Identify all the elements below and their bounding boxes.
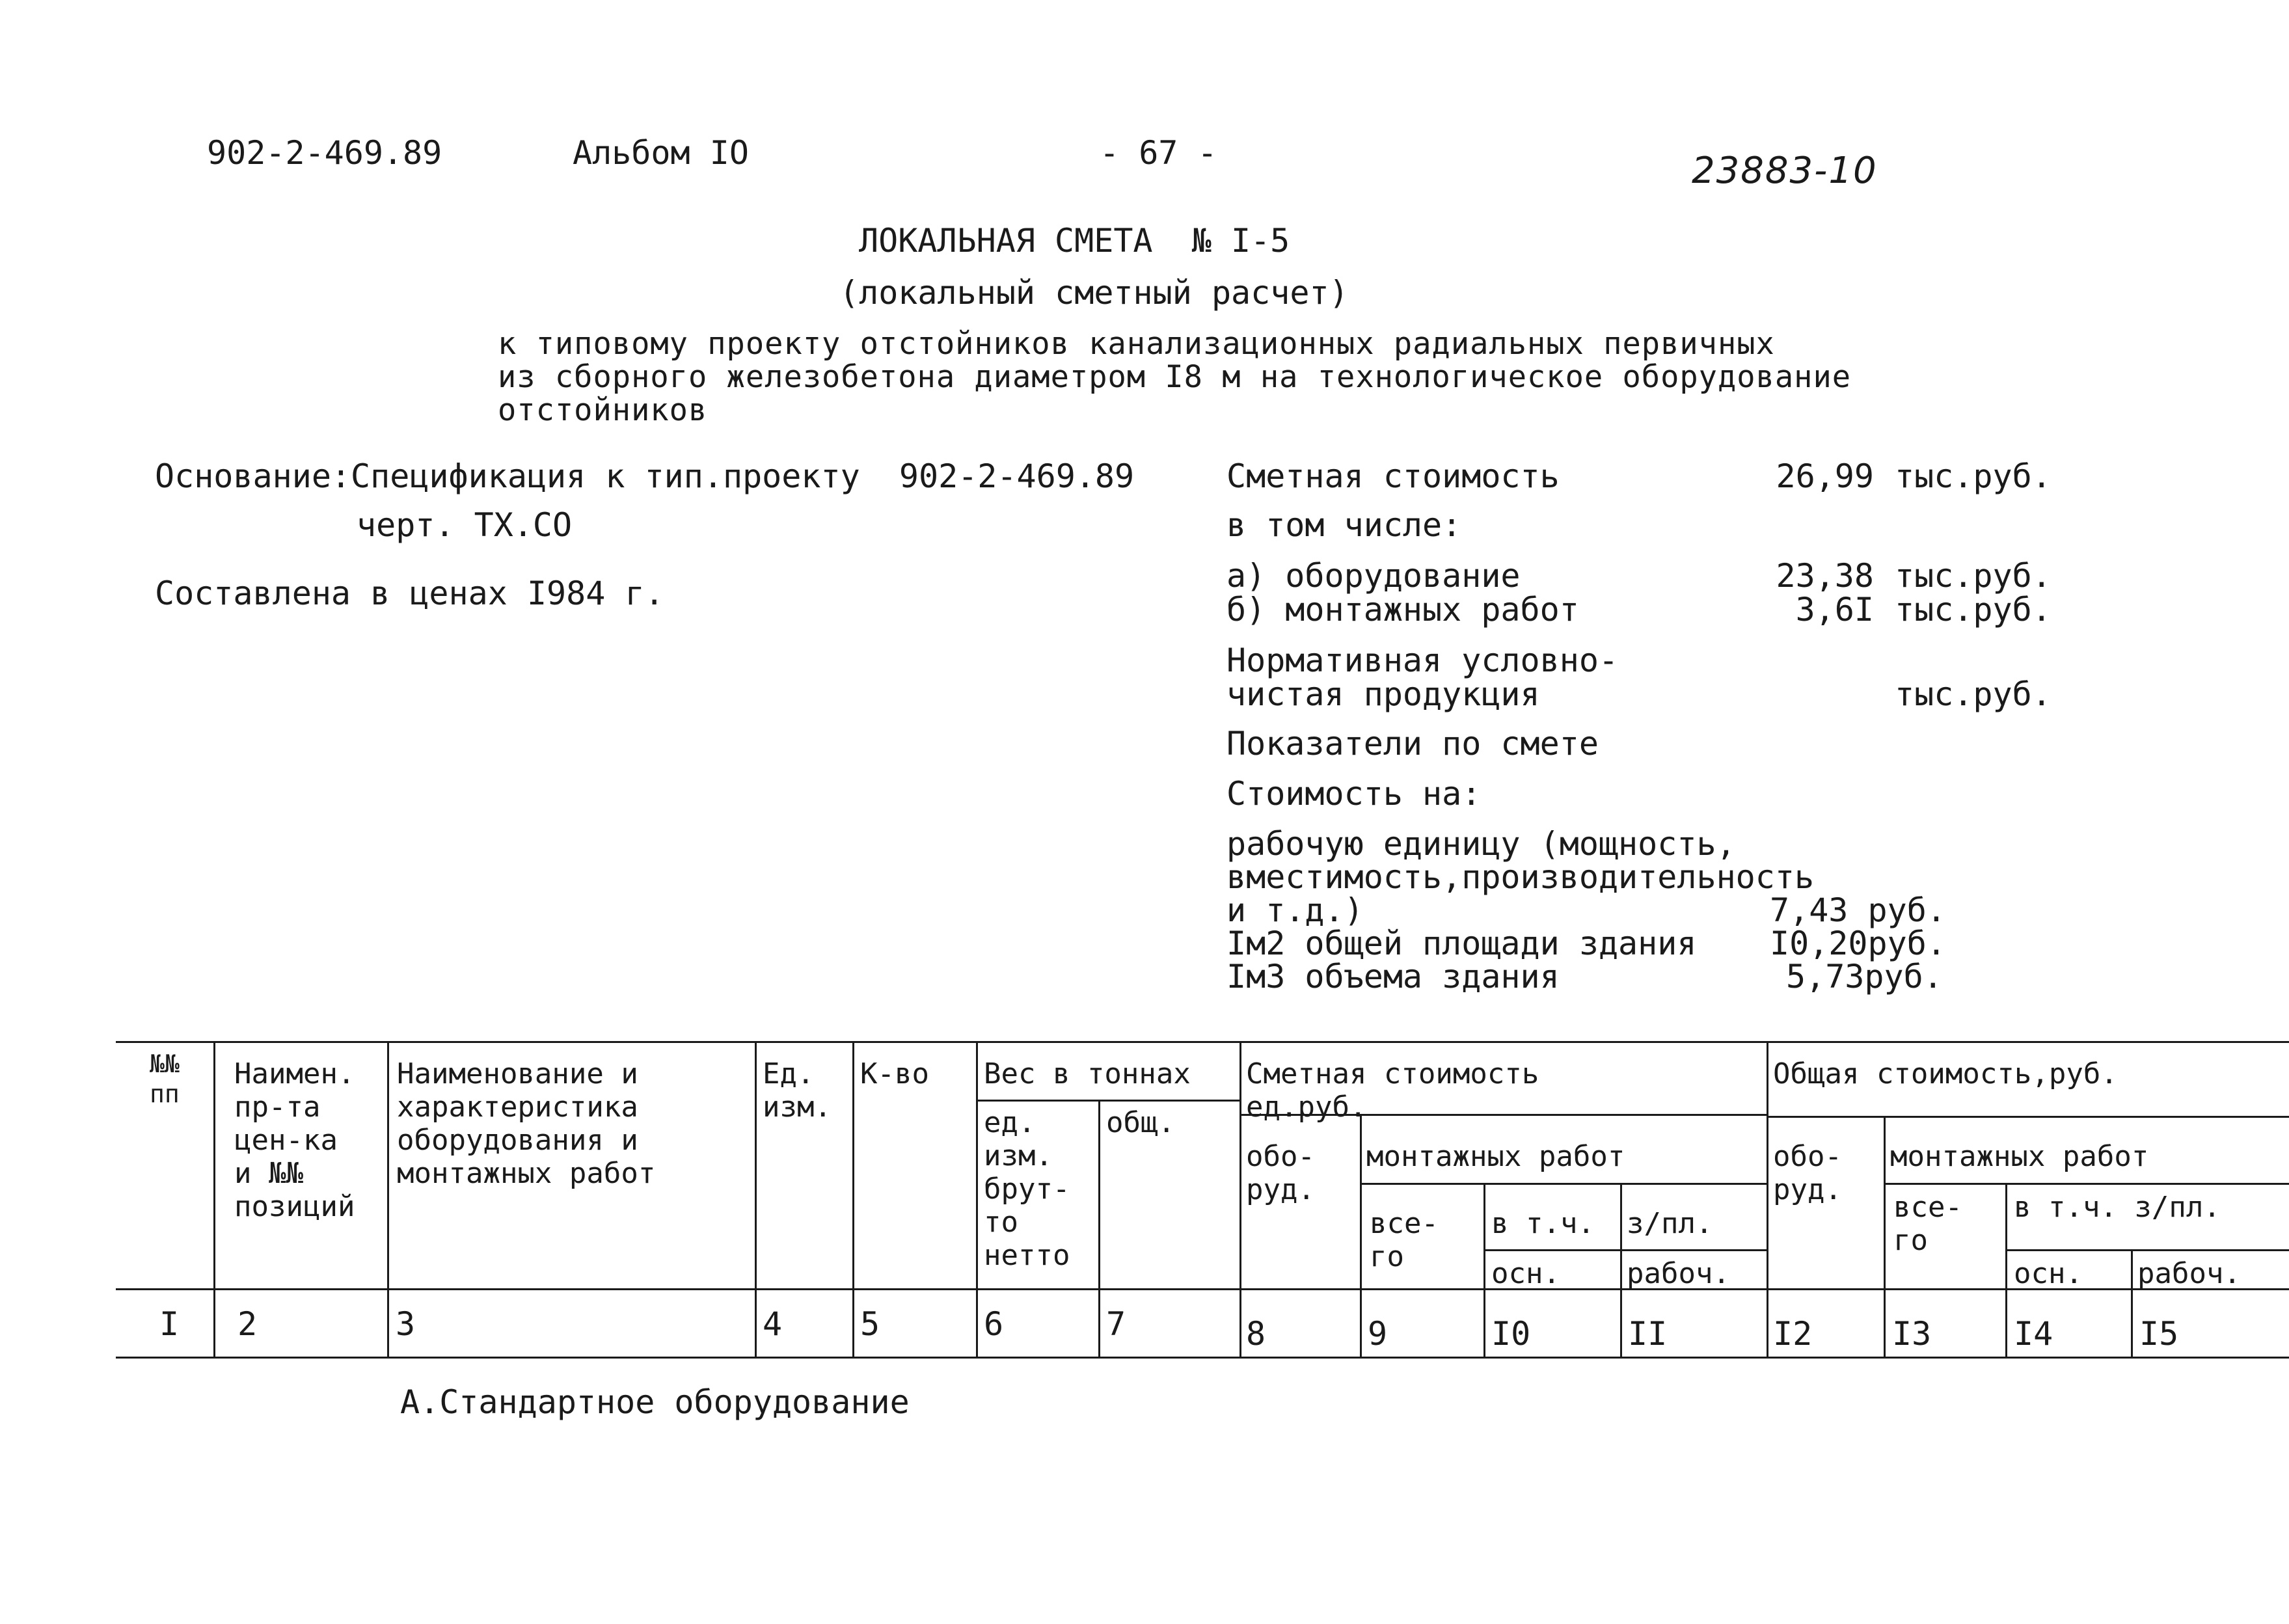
basis-line-1: Основание:Спецификация к тип.проекту 902-2-469.89 bbox=[155, 457, 1135, 495]
indicators-label: Показатели по смете bbox=[1226, 725, 1599, 763]
normative-label-2: чистая продукция bbox=[1226, 675, 1540, 713]
col-divider bbox=[1360, 1114, 1362, 1357]
header-price-item: Наимен. пр-та цен-ка и №№ позиций bbox=[234, 1057, 355, 1223]
per-m3-label: Iм3 объема здания bbox=[1226, 958, 1560, 995]
total-install-line bbox=[1884, 1183, 2289, 1185]
page-number: - 67 - bbox=[1100, 134, 1217, 172]
header-cost-basic: осн. bbox=[1491, 1257, 1560, 1290]
description-line-2: из сборного железобетона диаметром I8 м на технологическое оборудование bbox=[498, 359, 1852, 395]
per-m2-label: Iм2 общей площади здания bbox=[1226, 925, 1697, 962]
normative-unit: тыс.руб. bbox=[1895, 675, 2052, 713]
header-total-cost: Общая стоимость,руб. bbox=[1773, 1057, 2118, 1090]
header-weight: Вес в тоннах bbox=[984, 1057, 1191, 1090]
header-total-install-total: все- го bbox=[1893, 1191, 1962, 1257]
header-estimated-cost: Сметная стоимость ед.руб. bbox=[1246, 1057, 1539, 1124]
cost-install-line bbox=[1360, 1183, 1767, 1185]
equipment-value: 23,38 bbox=[1776, 557, 1874, 595]
work-unit-line-2: вместимость,производительность bbox=[1226, 858, 1815, 896]
column-number: 7 bbox=[1106, 1305, 1126, 1343]
header-unit: Ед. изм. bbox=[763, 1057, 832, 1124]
header-cost-installation: монтажных работ bbox=[1366, 1140, 1625, 1173]
header-total-worker: рабоч. bbox=[2137, 1257, 2241, 1290]
column-number: I5 bbox=[2139, 1315, 2179, 1353]
total-wage-line bbox=[2005, 1249, 2289, 1251]
installation-label: б) монтажных работ bbox=[1226, 591, 1579, 629]
installation-value: 3,6I bbox=[1795, 591, 1874, 629]
col-divider bbox=[755, 1041, 757, 1357]
estimate-subtitle: (локальный сметный расчет) bbox=[839, 274, 1349, 312]
album-label: Альбом IO bbox=[573, 134, 749, 172]
column-number: I3 bbox=[1892, 1315, 1932, 1353]
header-total-incl-wage: в т.ч. з/пл. bbox=[2014, 1191, 2221, 1224]
header-number: №№ пп bbox=[150, 1049, 180, 1108]
equipment-unit: тыс.руб. bbox=[1895, 557, 2052, 595]
col-divider bbox=[1098, 1100, 1100, 1357]
column-number: 5 bbox=[860, 1305, 880, 1343]
col-divider bbox=[976, 1041, 978, 1357]
column-number: 9 bbox=[1368, 1315, 1388, 1353]
normative-label-1: Нормативная условно- bbox=[1226, 642, 1619, 679]
description-line-3: отстойников bbox=[498, 392, 708, 428]
header-total-equipment: обо- руд. bbox=[1773, 1140, 1842, 1206]
cost-per-label: Стоимость на: bbox=[1226, 775, 1482, 813]
section-a-heading: А.Стандартное оборудование bbox=[400, 1383, 910, 1421]
col-divider bbox=[213, 1041, 215, 1357]
header-quantity: К-во bbox=[860, 1057, 929, 1090]
handwritten-number: 23883-10 bbox=[1692, 150, 1878, 192]
estimate-title: ЛОКАЛЬНАЯ СМЕТА № I-5 bbox=[859, 222, 1290, 260]
weight-subheader-line bbox=[976, 1100, 1239, 1102]
header-bottom-border bbox=[116, 1288, 2289, 1290]
estimated-cost-label: Сметная стоимость bbox=[1226, 457, 1560, 495]
col-divider bbox=[387, 1041, 389, 1357]
header-cost-wage: з/пл. bbox=[1627, 1207, 1713, 1240]
prices-year: Составлена в ценах I984 г. bbox=[155, 575, 664, 612]
header-cost-incl: в т.ч. bbox=[1491, 1207, 1595, 1240]
col-divider bbox=[2005, 1183, 2007, 1357]
header-total-installation: монтажных работ bbox=[1890, 1140, 2149, 1173]
col-divider bbox=[1483, 1183, 1485, 1357]
table-top-border bbox=[116, 1041, 2289, 1043]
header-weight-total: общ. bbox=[1106, 1106, 1175, 1139]
numbers-bottom-border bbox=[116, 1357, 2289, 1359]
column-number: 2 bbox=[237, 1305, 258, 1343]
column-number: I4 bbox=[2014, 1315, 2053, 1353]
cost-wage-line bbox=[1483, 1249, 1767, 1251]
col-divider bbox=[2131, 1249, 2133, 1357]
column-number: I0 bbox=[1491, 1315, 1531, 1353]
description-line-1: к типовому проекту отстойников канализационных радиальных первичных bbox=[498, 326, 1775, 362]
work-unit-value: 7,43 руб. bbox=[1770, 891, 1946, 929]
including-label: в том числе: bbox=[1226, 506, 1462, 544]
estimated-cost-unit: тыс.руб. bbox=[1895, 457, 2052, 495]
col-divider bbox=[1884, 1116, 1886, 1357]
installation-unit: тыс.руб. bbox=[1895, 591, 2052, 629]
total-subheader-line bbox=[1767, 1116, 2289, 1118]
col-divider bbox=[1620, 1183, 1622, 1357]
column-number: II bbox=[1628, 1315, 1668, 1353]
estimated-cost-value: 26,99 bbox=[1776, 457, 1874, 495]
col-divider bbox=[1239, 1041, 1241, 1357]
header-description: Наименование и характеристика оборудования и монтажных работ bbox=[397, 1057, 656, 1190]
equipment-label: а) оборудование bbox=[1226, 557, 1521, 595]
column-number: 6 bbox=[984, 1305, 1004, 1343]
basis-line-2: черт. ТХ.СО bbox=[357, 506, 573, 544]
column-number: 4 bbox=[763, 1305, 783, 1343]
header-weight-unit: ед. изм. брут- то нетто bbox=[984, 1106, 1070, 1272]
per-m2-value: I0,20руб. bbox=[1770, 925, 1946, 962]
work-unit-line-3: и т.д.) bbox=[1226, 891, 1364, 929]
col-divider bbox=[1767, 1041, 1768, 1357]
header-cost-equipment: обо- руд. bbox=[1246, 1140, 1315, 1206]
column-number: I bbox=[159, 1305, 180, 1343]
col-divider bbox=[852, 1041, 854, 1357]
doc-code: 902-2-469.89 bbox=[207, 134, 442, 172]
header-cost-worker: рабоч. bbox=[1627, 1257, 1730, 1290]
column-number: 8 bbox=[1246, 1315, 1266, 1353]
column-number: I2 bbox=[1773, 1315, 1813, 1353]
column-number: 3 bbox=[396, 1305, 416, 1343]
work-unit-line-1: рабочую единицу (мощность, bbox=[1226, 825, 1736, 863]
per-m3-value: 5,73руб. bbox=[1786, 958, 1943, 995]
header-cost-install-total: все- го bbox=[1370, 1207, 1439, 1273]
header-total-basic: осн. bbox=[2014, 1257, 2083, 1290]
